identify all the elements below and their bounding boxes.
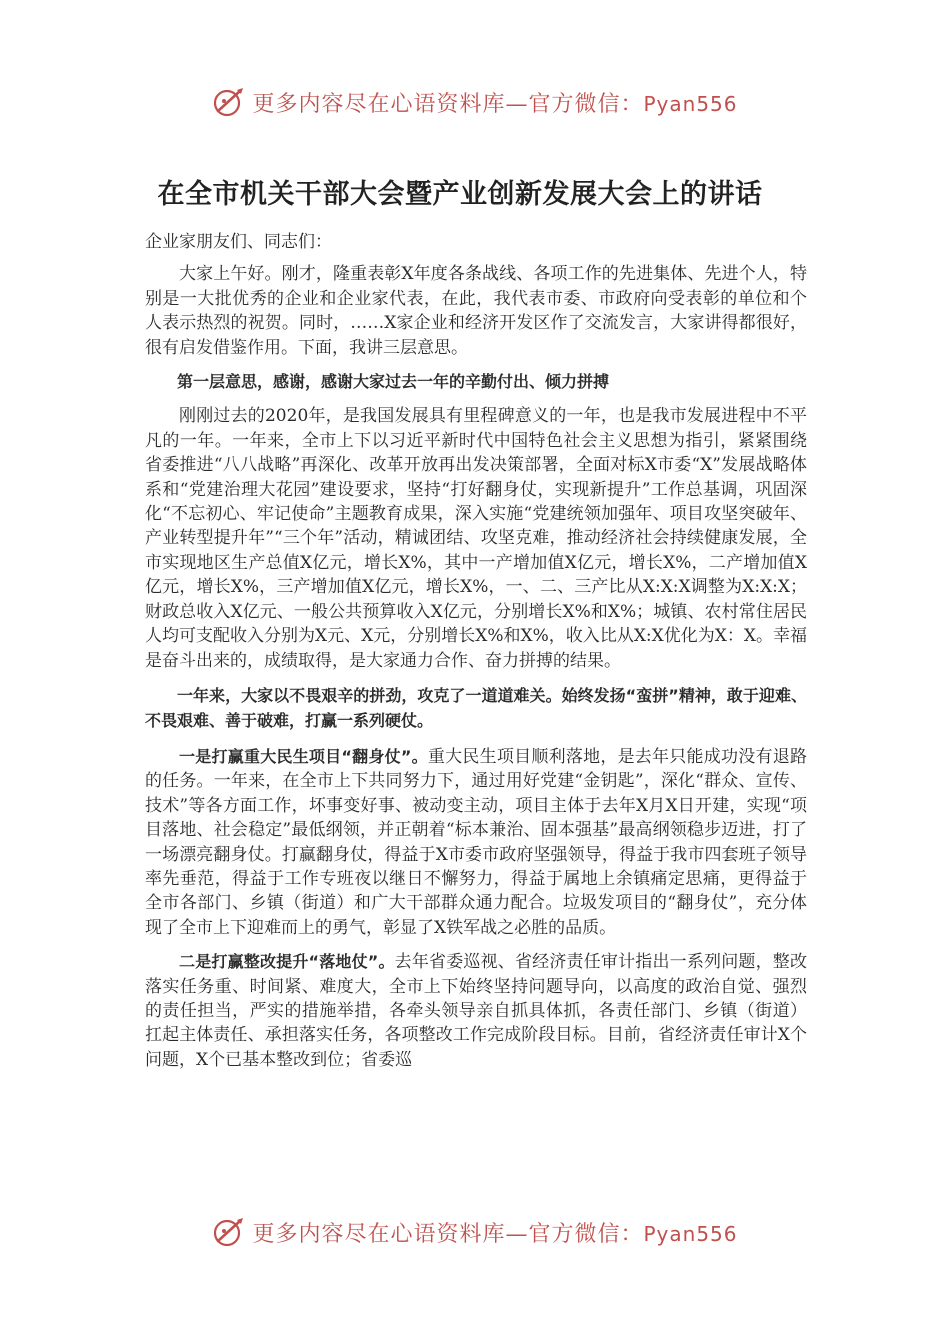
- banner-label: 更多内容尽在心语资料库—官方微信：: [252, 91, 644, 117]
- point-1-lead: 一是打赢重大民生项目“翻身仗”。: [179, 746, 428, 766]
- point-2-text: 去年省委巡视、省经济责任审计指出一系列问题，整改落实任务重、时间紧、难度大，全市上下始终坚持问题导向，以高度的政治自觉、强烈的责任担当，严实的措施举措，各牵头领导亲自抓具体抓，各责任部门、乡镇（街道）扛起主体责任、承担落实任务，各项整改工作完成阶段目标。目前，省经济责任审计X个问题，X个已基本整改到位；省委巡: [145, 952, 807, 1070]
- salutation: 企业家朋友们、同志们：: [145, 232, 332, 252]
- banner-text: [252, 87, 737, 118]
- banner-label: 更多内容尽在心语资料库—官方微信：: [252, 1221, 644, 1247]
- section-1-paragraph: 刚刚过去的2020年，是我国发展具有里程碑意义的一年，也是我市发展进程中不平凡的一年。一年来，全市上下以习近平新时代中国特色社会主义思想为指引，紧紧围绕省委推进“八八战略”再深化、改革开放再出发决策部署，全面对标X市委“X”发展战略体系和“党建治理大花园”建设要求，坚持“打好翻身仗，实现新提升”工作总基调，巩固深化“不忘初心、牢记使命”主题教育成果，深入实施“党建统领加强年、项目攻坚突破年、产业转型提升年”“三个年”活动，精诚团结、攻坚克难，推动经济社会持续健康发展，全市实现地区生产总值X亿元，增长X%，其中一产增加值X亿元，增长X%，二产增加值X亿元，增长X%，三产增加值X亿元，增长X%，一、二、三产比从X:X:X调整为X:X:X；财政总收入X亿元、一般公共预算收入X亿元，分别增长X%和X%；城镇、农村常住居民人均可支配收入分别为X元、X元，分别增长X%和X%，收入比从X:X优化为X：X。幸福是奋斗出来的，成绩取得，是大家通力合作、奋力拼搏的结果。: [145, 406, 807, 671]
- header-watermark-banner: [0, 82, 950, 122]
- brush-logo-icon: [212, 1215, 246, 1249]
- point-2-paragraph: [145, 950, 807, 1072]
- intro-paragraph: 大家上午好。刚才，隆重表彰X年度各条战线、各项工作的先进集体、先进个人，特别是一大批优秀的企业和企业家代表，在此，我代表市委、市政府向受表彰的单位和个人表示热烈的祝贺。同时，……X家企业和经济开发区作了交流发言，大家讲得都很好，很有启发借鉴作用。下面，我讲三层意思。: [145, 264, 807, 358]
- point-1-paragraph: [145, 745, 807, 940]
- banner-wechat-id: Pyan556: [643, 91, 738, 116]
- bold-summary-paragraph: 一年来，大家以不畏艰辛的拼劲，攻克了一道道难关。始终发扬“蛮拼”精神，敢于迎难、不畏艰难、善于破难，打赢一系列硬仗。: [145, 685, 807, 730]
- document-body: [145, 230, 807, 1072]
- document-title: 在全市机关干部大会暨产业创新发展大会上的讲话: [157, 179, 763, 210]
- brush-logo-icon: [212, 85, 246, 119]
- point-2-lead: 二是打赢整改提升“落地仗”。: [179, 952, 395, 972]
- banner-text: [252, 1217, 737, 1248]
- point-1-text: 重大民生项目顺利落地，是去年只能成功没有退路的任务。一年来，在全市上下共同努力下，通过用好党建“金钥匙”，深化“群众、宣传、技术”等各方面工作，坏事变好事、被动变主动，项目主体于去年X月X日开建，实现“项目落地、社会稳定”最低纲领，并正朝着“标本兼治、固本强基”最高纲领稳步迈进，打了一场漂亮翻身仗。打赢翻身仗，得益于X市委市政府坚强领导，得益于我市四套班子领导率先垂范，得益于工作专班夜以继日不懈努力，得益于属地上余镇痛定思痛，更得益于全市各部门、乡镇（街道）和广大干部群众通力配合。垃圾发项目的“翻身仗”，充分体现了全市上下迎难而上的勇气，彰显了X铁军战之必胜的品质。: [145, 746, 807, 938]
- footer-watermark-banner: [0, 1212, 950, 1252]
- banner-wechat-id: Pyan556: [643, 1221, 738, 1246]
- section-1-heading: 第一层意思，感谢，感谢大家过去一年的辛勤付出、倾力拼搏: [177, 372, 610, 392]
